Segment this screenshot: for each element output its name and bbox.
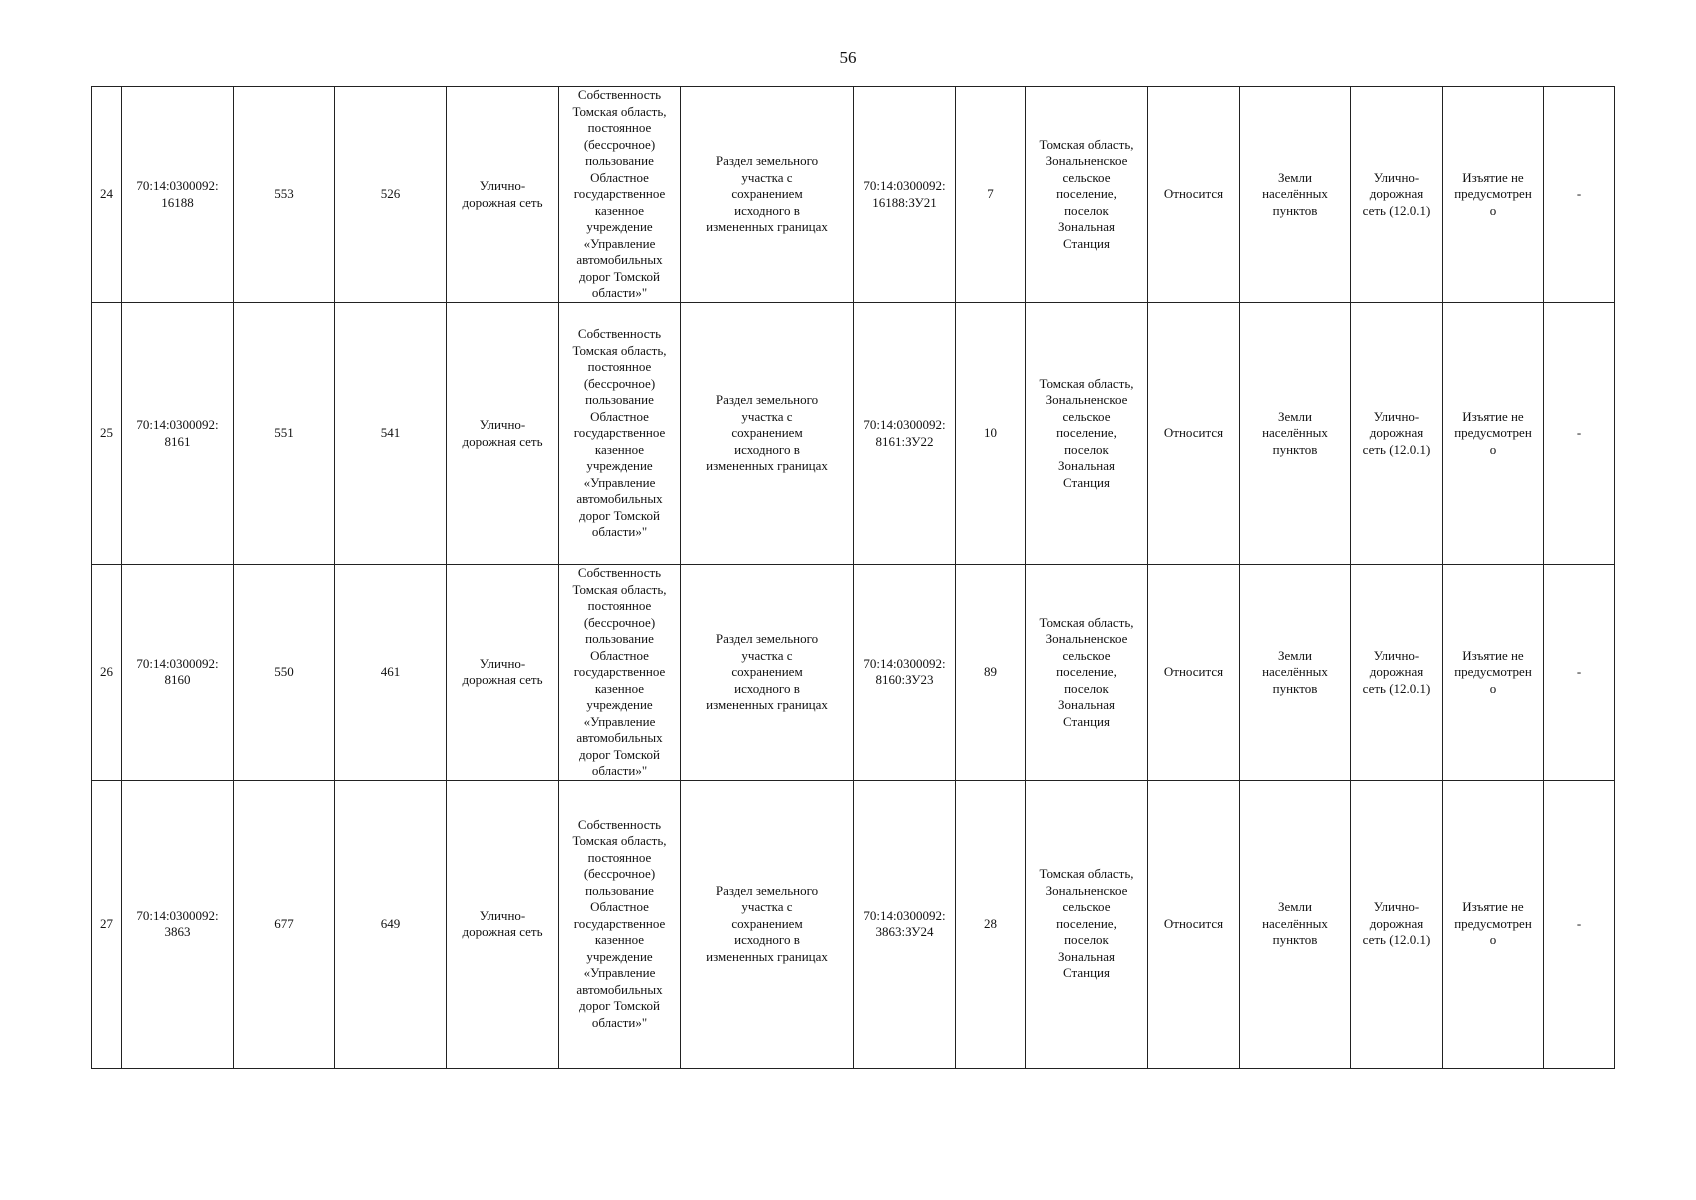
- cadastral-number-cell: 70:14:0300092: 8160: [122, 565, 234, 781]
- land-plots-table: [91, 86, 1615, 1069]
- relation-cell: Относится: [1148, 780, 1240, 1068]
- area-cell: 526: [335, 87, 447, 303]
- area-cell: 553: [234, 87, 335, 303]
- note-cell: -: [1544, 780, 1615, 1068]
- cadastral-number-cell: 70:14:0300092: 8161: [122, 303, 234, 565]
- area-cell: 541: [335, 303, 447, 565]
- permitted-use-cell: Улично- дорожная сеть (12.0.1): [1351, 780, 1443, 1068]
- new-plot-id-cell: 70:14:0300092: 16188:ЗУ21: [854, 87, 956, 303]
- formation-method-cell: Раздел земельного участка с сохранением исходного в измененных границах: [681, 303, 854, 565]
- land-use-cell: Улично- дорожная сеть: [447, 303, 559, 565]
- land-use-cell: Улично- дорожная сеть: [447, 565, 559, 781]
- permitted-use-cell: Улично- дорожная сеть (12.0.1): [1351, 303, 1443, 565]
- formation-method-cell: Раздел земельного участка с сохранением исходного в измененных границах: [681, 87, 854, 303]
- table-row: [92, 303, 1615, 565]
- formation-method-cell: Раздел земельного участка с сохранением исходного в измененных границах: [681, 565, 854, 781]
- area-cell: 550: [234, 565, 335, 781]
- note-cell: -: [1544, 87, 1615, 303]
- cadastral-number-cell: 70:14:0300092: 3863: [122, 780, 234, 1068]
- area-cell: 677: [234, 780, 335, 1068]
- seizure-cell: Изъятие не предусмотрен о: [1443, 87, 1544, 303]
- row-number-cell: 25: [92, 303, 122, 565]
- note-cell: -: [1544, 565, 1615, 781]
- address-cell: Томская область, Зональненское сельское поселение, поселок Зональная Станция: [1026, 87, 1148, 303]
- owner-cell: Собственность Томская область, постоянное (бессрочное) пользование Областное государственное казенное учреждение «Управление автомобильных дорог Томской области»": [559, 303, 681, 565]
- cadastral-number-cell: 70:14:0300092: 16188: [122, 87, 234, 303]
- land-use-cell: Улично- дорожная сеть: [447, 87, 559, 303]
- table-row: [92, 87, 1615, 303]
- permitted-use-cell: Улично- дорожная сеть (12.0.1): [1351, 87, 1443, 303]
- owner-cell: Собственность Томская область, постоянное (бессрочное) пользование Областное государственное казенное учреждение «Управление автомобильных дорог Томской области»": [559, 780, 681, 1068]
- new-plot-area-cell: 7: [956, 87, 1026, 303]
- relation-cell: Относится: [1148, 565, 1240, 781]
- permitted-use-cell: Улично- дорожная сеть (12.0.1): [1351, 565, 1443, 781]
- land-category-cell: Земли населённых пунктов: [1240, 565, 1351, 781]
- area-cell: 551: [234, 303, 335, 565]
- new-plot-id-cell: 70:14:0300092: 8161:ЗУ22: [854, 303, 956, 565]
- seizure-cell: Изъятие не предусмотрен о: [1443, 303, 1544, 565]
- new-plot-id-cell: 70:14:0300092: 8160:ЗУ23: [854, 565, 956, 781]
- area-cell: 461: [335, 565, 447, 781]
- seizure-cell: Изъятие не предусмотрен о: [1443, 780, 1544, 1068]
- area-cell: 649: [335, 780, 447, 1068]
- relation-cell: Относится: [1148, 303, 1240, 565]
- formation-method-cell: Раздел земельного участка с сохранением исходного в измененных границах: [681, 780, 854, 1068]
- land-category-cell: Земли населённых пунктов: [1240, 780, 1351, 1068]
- new-plot-area-cell: 10: [956, 303, 1026, 565]
- row-number-cell: 27: [92, 780, 122, 1068]
- note-cell: -: [1544, 303, 1615, 565]
- new-plot-id-cell: 70:14:0300092: 3863:ЗУ24: [854, 780, 956, 1068]
- land-use-cell: Улично- дорожная сеть: [447, 780, 559, 1068]
- owner-cell: Собственность Томская область, постоянное (бессрочное) пользование Областное государственное казенное учреждение «Управление автомобильных дорог Томской области»": [559, 87, 681, 303]
- land-category-cell: Земли населённых пунктов: [1240, 87, 1351, 303]
- table-row: [92, 565, 1615, 781]
- row-number-cell: 26: [92, 565, 122, 781]
- address-cell: Томская область, Зональненское сельское поселение, поселок Зональная Станция: [1026, 780, 1148, 1068]
- page-number: 56: [839, 48, 857, 67]
- new-plot-area-cell: 89: [956, 565, 1026, 781]
- table-row: [92, 780, 1615, 1068]
- address-cell: Томская область, Зональненское сельское поселение, поселок Зональная Станция: [1026, 565, 1148, 781]
- relation-cell: Относится: [1148, 87, 1240, 303]
- row-number-cell: 24: [92, 87, 122, 303]
- land-category-cell: Земли населённых пунктов: [1240, 303, 1351, 565]
- seizure-cell: Изъятие не предусмотрен о: [1443, 565, 1544, 781]
- new-plot-area-cell: 28: [956, 780, 1026, 1068]
- address-cell: Томская область, Зональненское сельское поселение, поселок Зональная Станция: [1026, 303, 1148, 565]
- owner-cell: Собственность Томская область, постоянное (бессрочное) пользование Областное государственное казенное учреждение «Управление автомобильных дорог Томской области»": [559, 565, 681, 781]
